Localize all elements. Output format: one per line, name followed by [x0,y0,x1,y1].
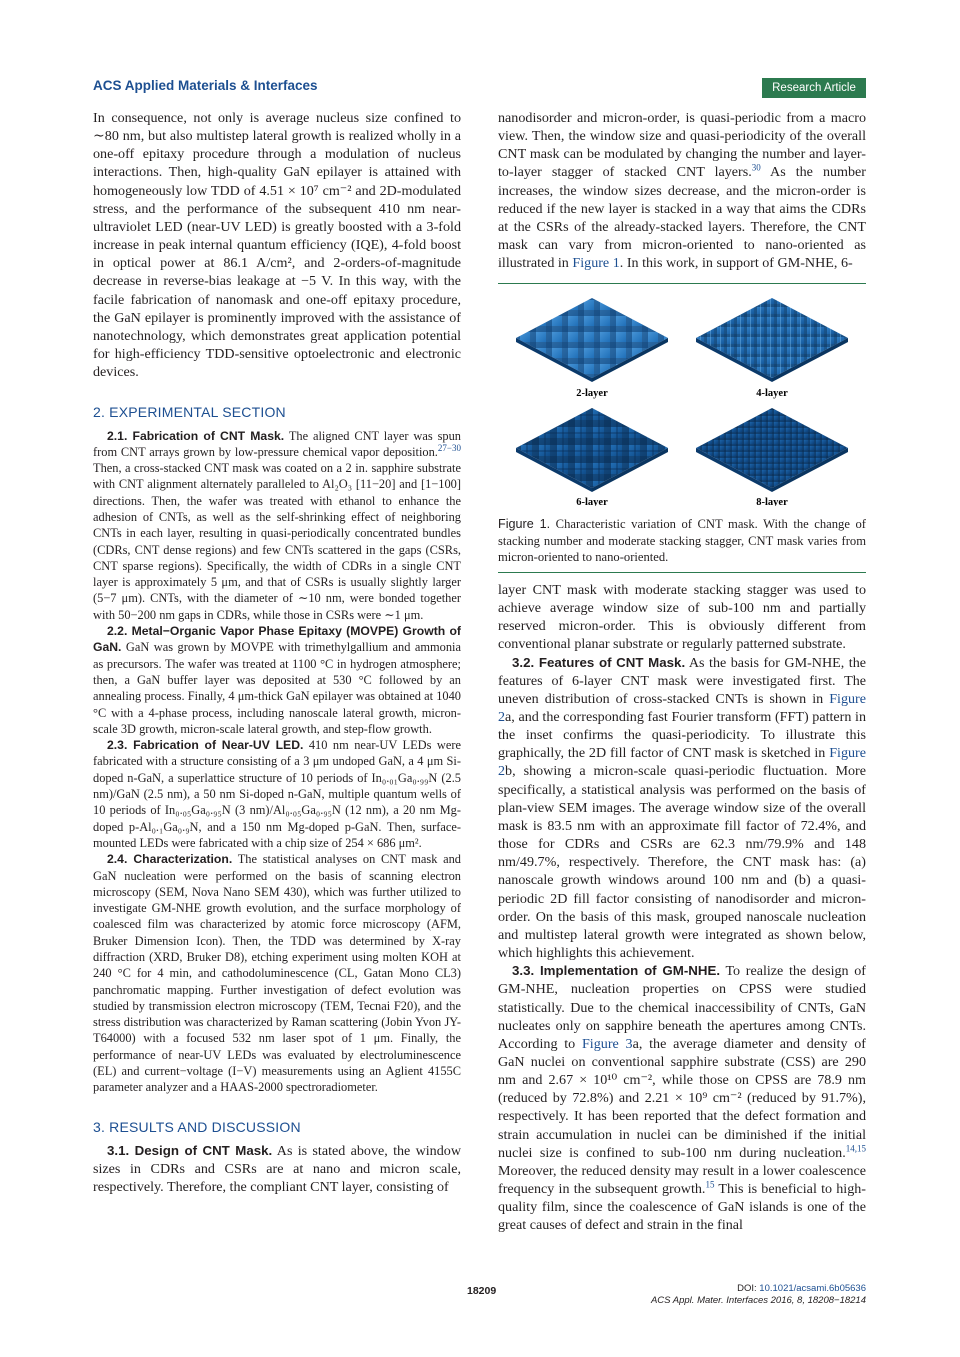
figure-2b-link[interactable]: Figure 2 [498,745,866,780]
subsection-2-4-text: The statistical analyses on CNT mask and GaN nucleation were performed on the basis of scanning electron microscopy (SEM, Nova Nano SEM 430), which was further utilized to investigate GM-NHE growth evolution, and the surface morphology of coalesced film was characterized by atomic force microscopy (AFM, Bruker Dimension Icon). Then, the TDD was determined by X-ray diffraction (XRD, Bruker D8), etching experiment using molten KOH at 240 °C for 4 min, and cathodoluminescence (CL, Gatan Mono CL3) panchromatic mapping. Further investigation of defect evolution was studied by transmission electron microscopy (TEM, Tecnai F20), and the stress distribution was characterized by Raman scattering (Jobin Yvon JY-T64000) with a focused 532 nm laser spot of 1 μm. Finally, the performance of near-UV LEDs was evaluated by electroluminescence (EL) and current−voltage (I−V) measurements using an Aglient 4155C parameter analyzer and a HAAS-2000 spectroradiometer. [93,852,462,1095]
subsection-2-1-title: 2.1. Fabrication of CNT Mask. [107,428,285,443]
subsection-2-1 [93,428,461,624]
figure-3a-link[interactable]: Figure 3 [581,1035,633,1052]
reference-30[interactable]: 30 [751,162,761,173]
paragraph-1-text-c: . In this work, in support of GM-NHE, 6- [619,255,853,272]
doi-prefix: DOI: [737,1283,757,1294]
subsection-3-3-title: 3.3. Implementation of GM-NHE. [512,963,721,979]
doi-link[interactable]: 10.1021/acsami.6b05636 [759,1283,866,1294]
subsection-3-2-text-a: As the basis for GM-NHE, the features of 6-layer CNT mask were investigated first. The uneven distribution of cross-stacked CNTs is shown in [498,654,867,707]
paragraph-1-text-a: nanodisorder and micron-order, is quasi-periodic from a macro view. Then, the window size and quasi-periodicity of the overall CNT mask can be modulated by changing the number and layer-to-layer stagger of stacked CNT layers. [498,110,866,181]
subsection-3-1-title: 3.1. Design of CNT Mask. [107,1142,273,1158]
reference-27-30[interactable]: 27−30 [437,442,461,453]
subsection-3-3-text-c: Moreover, the reduced density may result in a lower coalescence frequency in the subsequent growth. [498,1162,866,1198]
subsection-3-2-text-c: b, showing a micron-scale quasi-periodic fluctuation. More specifically, a statistical analysis was performed on the basis of plan-view SEM images. The average window size of the overall mask is 83.5 nm with an approximate fill factor of 72.4%, and those for CDRs and CSRs are 62.3 nm/79.9% and 148 nm/49.7%, respectively. Therefore, the CNT mask has: (a) nanoscale growth windows around 100 nm and (b) a quasi-periodic 2D fill factor consisting of nanodisorder and micron-order. On the basis of this mask, grouped nanoscale nucleation and multistep lateral growth were integrated as shown below, which highlights this achievement. [498,763,866,962]
article-type-badge: Research Article [762,78,866,98]
panel-8-layer [696,408,848,492]
subsection-3-2 [498,654,866,963]
cnt-mask-figure [514,294,850,506]
doi-line [651,1283,866,1295]
reference-14-15[interactable]: 14,15 [845,1143,866,1154]
subsection-2-2-title: 2.2. Metal−Organic Vapor Phase Epitaxy (MOVPE) Growth of GaN. [93,624,461,655]
figure-1-caption [498,516,866,566]
subsection-3-3 [498,962,866,1234]
intro-paragraph: In consequence, not only is average nucleus size confined to ∼80 nm, but also multistep lateral growth is realized wholly in a one-off epitaxy procedure through a modulation of nucleus interactions. Then, high-quality GaN epilayer is attained with homogeneously low TDD of 4.51 × 10⁷ cm⁻² and 2D-modulated stress, and the performance of the subsequent 410 nm near-ultraviolet LED (near-UV LED) is greatly boosted with a 3-fold increase in peak internal quantum efficiency (IQE), 4-fold boost in optical power at 86.1 A/cm², and 2-orders-of-magnitude decrease in reverse-bias leakage at −5 V. In this way, with the facile fabrication of nanomask and one-off epitaxy procedure, the GaN epilayer is prominently improved with the assistance of nanotechnology, which demonstrates great application potential for high-efficiency TDD-sensitive optoelectronic and electronic devices. [93,110,461,381]
subsection-3-1 [93,1142,461,1196]
panel-label-8-layer: 8-layer [756,497,788,507]
subsection-2-3-text: 410 nm near-UV LEDs were fabricated with a structure consisting of a 3 μm undoped GaN, a 4 μm Si-doped n-GaN, a superlattice structure of 10 periods of In₀.₀₁Ga₀.₉₉N (2.5 nm)/GaN (2.5 nm), a 50 nm Si-doped n-GaN, multiple quantum wells of 10 periods of In₀.₀₅Ga₀.₉₅N (3 nm)/Al₀.₀₅Ga₀.₉₅N (12 nm), a 20 nm Mg-doped p-Al₀.₁Ga₀.₉N, and a 150 nm Mg-doped p-GaN. Then, surface-mounted LEDs were fabricated with a chip size of 254 × 686 μm². [93,738,461,850]
subsection-2-2-text: GaN was grown by MOVPE with trimethylgallium and ammonia as precursors. The wafer was treated at 1100 °C in hydrogen atmosphere; then, a GaN buffer layer was deposited at 530 °C followed by an annealing process. Finally, 4 μm-thick GaN epilayer was obtained at 1040 °C with a 4-phase process, including nanoscale lateral growth, micron-scale 3D growth, micron-scale lateral growth, and step-flow growth. [93,640,461,736]
panel-label-6-layer: 6-layer [576,497,608,507]
section-2-heading: 2. EXPERIMENTAL SECTION [93,404,286,421]
subsection-2-4-title: 2.4. Characterization. [107,852,233,867]
subsection-2-2 [93,623,461,737]
subsection-2-3 [93,737,461,851]
journal-citation: ACS Appl. Mater. Interfaces 2016, 8, 18208−18214 [650,1295,866,1306]
paragraph-1-text-b: As the number increases, the window sizes decrease, and the micron-order is reduced if the new layer is stacked in a way that aims the CDRs at the CSRs of the already-stacked layers. Therefore, the CNT mask can vary from micron-oriented to nano-oriented as illustrated in [498,164,866,272]
panel-6-layer [516,408,668,492]
footer-citation [651,1283,866,1307]
page-number: 18209 [467,1285,497,1297]
subsection-2-4 [93,851,461,1095]
reference-15[interactable]: 15 [705,1179,715,1190]
cnt-mask-paragraph [498,109,866,272]
left-column [93,109,461,1196]
figure-1-caption-label: Figure 1. [498,517,551,532]
panel-label-2-layer: 2-layer [576,388,608,400]
experimental-section [93,428,461,1096]
figure-2a-link[interactable]: Figure 2 [498,690,866,725]
subsection-2-1-text-b: Then, a cross-stacked CNT mask was coated on a 2 in. sapphire substrate with CNT alignment alternately paralleled to Al₂O₃ [11−20] and [1−100] directions. Then, the wafer was treated with ethanol to enhance the adhesion of CNTs, as well as the self-shrinking effect of neighboring CNTs in each layer, resulting in quasi-periodically concentrated bundles (CDRs, CNT dense regions) and few CNTs scattered in the gaps (CSRs, CNT sparse regions). Specifically, the width of CDRs in a single CNT layer is approximately 5 μm, and that of CSRs is usually slightly larger (5−7 μm). CNTs, with the diameter of ∼10 nm, were bonded together with 50−200 nm gaps in CDRs, while those in CSRs were ∼1 μm. [93,461,461,622]
right-column [498,109,866,1235]
six-layer-paragraph: layer CNT mask with moderate stacking stagger was used to achieve average window size of sub-100 nm and partially reserved micron-order. This is obviously different from conventional planar substrate or regularly patterned substrate. [498,581,866,653]
subsection-3-2-title: 3.2. Features of CNT Mask. [512,654,686,670]
subsection-3-1-text: As is stated above, the window sizes in CDRs and CSRs are at nano and micron scale, respectively. Therefore, the compliant CNT layer, consisting of [93,1142,462,1196]
subsection-2-1-text-a: The aligned CNT layer was spun from CNT arrays grown by low-pressure chemical vapor deposition. [93,428,462,459]
subsection-3-3-text-b: a, the average diameter and density of GaN nuclei on conventional sapphire substrate (CSS) are 290 nm and 2.67 × 10¹⁰ cm⁻², while those on CPSS are 78.9 nm (reduced by 72.8%) and 2.21 × 10⁹ cm⁻² (reduced by 91.7%), respectively. It has been reported that the defect formation and strain accumulation in nuclei can be diminished if the initial nuclei size is confined to sub-100 nm during nucleation. [498,1035,866,1161]
figure-1 [498,283,866,573]
journal-name: ACS Applied Materials & Interfaces [93,78,318,93]
panel-2-layer [516,298,668,382]
section-3-heading: 3. RESULTS AND DISCUSSION [93,1118,301,1135]
subsection-3-2-text-b: a, and the corresponding fast Fourier transform (FFT) pattern in the inset confirms the quasi-periodicity. To illustrate this graphically, the 2D fill factor of CNT mask is sketched in [498,709,866,762]
figure-1-link[interactable]: Figure 1 [572,255,620,272]
panel-4-layer [696,298,848,382]
subsection-3-3-text-a: To realize the design of GM-NHE, nucleation properties on CPSS were studied statistically. Due to the chemical inaccessibility of CNTs, GaN nucleates only on sapphire beneath the apertures among CNTs. According to [498,963,866,1052]
figure-1-caption-text: Characteristic variation of CNT mask. With the change of stacking number and moderate stacking stagger, CNT mask varies from micron-oriented to nano-oriented. [498,517,866,565]
panel-label-4-layer: 4-layer [756,388,788,400]
subsection-2-3-title: 2.3. Fabrication of Near-UV LED. [107,738,304,753]
subsection-3-3-text-d: This is beneficial to high-quality film, since the coalescence of GaN islands is one of the great causes of defect and strain in the final [498,1181,866,1234]
